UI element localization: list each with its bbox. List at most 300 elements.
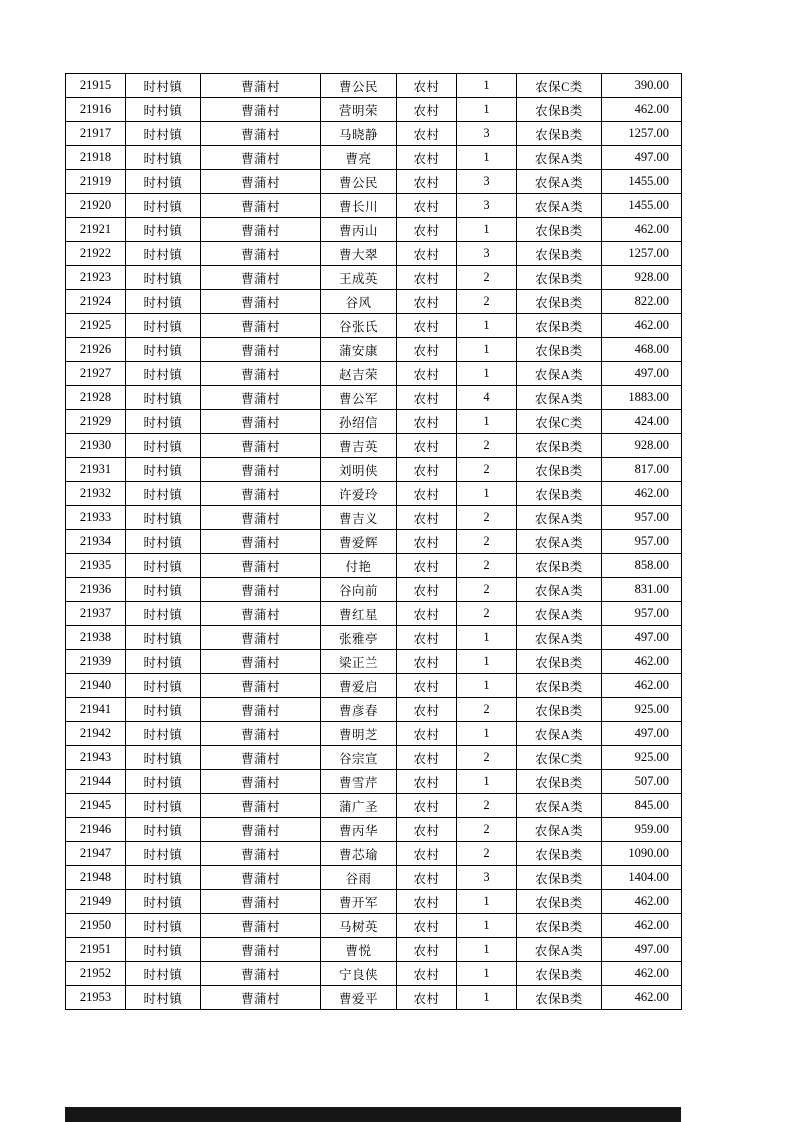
table-row [66,866,682,890]
table-cell-amount: 845.00 [602,794,682,818]
table-cell-type: 农村 [397,890,457,914]
table-cell-name: 曹长川 [321,194,397,218]
table-cell-category: 农保A类 [517,818,602,842]
table-cell-amount: 424.00 [602,410,682,434]
table-cell-amount: 497.00 [602,722,682,746]
table-cell-town: 时村镇 [126,794,201,818]
table-row [66,818,682,842]
table-cell-name: 曹丙山 [321,218,397,242]
table-cell-village: 曹蒲村 [201,290,321,314]
table-cell-category: 农保B类 [517,674,602,698]
table-row [66,458,682,482]
table-cell-village: 曹蒲村 [201,818,321,842]
table-cell-id: 21934 [66,530,126,554]
table-cell-amount: 817.00 [602,458,682,482]
table-cell-name: 曹爱平 [321,986,397,1010]
table-cell-village: 曹蒲村 [201,170,321,194]
table-cell-id: 21926 [66,338,126,362]
table-cell-amount: 462.00 [602,650,682,674]
table-cell-name: 付艳 [321,554,397,578]
table-cell-village: 曹蒲村 [201,962,321,986]
table-cell-id: 21946 [66,818,126,842]
table-row [66,650,682,674]
table-row [66,194,682,218]
table-cell-type: 农村 [397,674,457,698]
table-cell-name: 许爱玲 [321,482,397,506]
table-cell-category: 农保A类 [517,626,602,650]
table-cell-name: 曹公军 [321,386,397,410]
table-cell-category: 农保A类 [517,722,602,746]
table-cell-category: 农保B类 [517,290,602,314]
table-cell-town: 时村镇 [126,626,201,650]
table-row [66,794,682,818]
table-cell-name: 营明荣 [321,98,397,122]
table-cell-village: 曹蒲村 [201,458,321,482]
table-cell-category: 农保A类 [517,194,602,218]
table-cell-amount: 925.00 [602,746,682,770]
table-cell-town: 时村镇 [126,818,201,842]
table-cell-town: 时村镇 [126,866,201,890]
table-cell-type: 农村 [397,578,457,602]
table-cell-village: 曹蒲村 [201,218,321,242]
table-cell-type: 农村 [397,98,457,122]
table-cell-village: 曹蒲村 [201,506,321,530]
table-cell-id: 21937 [66,602,126,626]
table-cell-name: 张雅亭 [321,626,397,650]
table-cell-town: 时村镇 [126,290,201,314]
table-cell-id: 21950 [66,914,126,938]
table-cell-village: 曹蒲村 [201,554,321,578]
table-cell-name: 曹公民 [321,170,397,194]
table-cell-village: 曹蒲村 [201,866,321,890]
table-cell-town: 时村镇 [126,74,201,98]
table-cell-category: 农保B类 [517,554,602,578]
table-cell-town: 时村镇 [126,554,201,578]
table-cell-amount: 462.00 [602,962,682,986]
table-cell-category: 农保A类 [517,170,602,194]
table-cell-village: 曹蒲村 [201,434,321,458]
table-cell-category: 农保B类 [517,482,602,506]
table-cell-amount: 822.00 [602,290,682,314]
table-cell-count: 4 [457,386,517,410]
table-cell-amount: 497.00 [602,362,682,386]
table-row [66,290,682,314]
table-cell-count: 2 [457,458,517,482]
table-cell-name: 蒲广圣 [321,794,397,818]
table-cell-village: 曹蒲村 [201,98,321,122]
table-cell-id: 21952 [66,962,126,986]
table-cell-amount: 1257.00 [602,242,682,266]
table-row [66,698,682,722]
table-cell-town: 时村镇 [126,146,201,170]
table-cell-name: 曹亮 [321,146,397,170]
table-cell-category: 农保B类 [517,770,602,794]
table-cell-name: 曹吉义 [321,506,397,530]
table-cell-amount: 1455.00 [602,170,682,194]
table-cell-village: 曹蒲村 [201,146,321,170]
table-cell-type: 农村 [397,650,457,674]
table-cell-town: 时村镇 [126,602,201,626]
table-row [66,218,682,242]
table-row [66,410,682,434]
table-cell-village: 曹蒲村 [201,842,321,866]
table-cell-amount: 928.00 [602,266,682,290]
table-cell-type: 农村 [397,914,457,938]
table-cell-town: 时村镇 [126,458,201,482]
table-row [66,434,682,458]
table-cell-count: 2 [457,530,517,554]
table-cell-amount: 831.00 [602,578,682,602]
table-cell-village: 曹蒲村 [201,938,321,962]
table-cell-count: 3 [457,242,517,266]
table-cell-village: 曹蒲村 [201,794,321,818]
table-cell-town: 时村镇 [126,890,201,914]
table-cell-amount: 462.00 [602,986,682,1010]
table-cell-id: 21915 [66,74,126,98]
table-cell-town: 时村镇 [126,218,201,242]
table-cell-category: 农保C类 [517,746,602,770]
table-cell-count: 1 [457,770,517,794]
table-cell-count: 1 [457,674,517,698]
table-row [66,74,682,98]
table-cell-village: 曹蒲村 [201,74,321,98]
table-cell-category: 农保A类 [517,146,602,170]
table-cell-category: 农保A类 [517,578,602,602]
table-cell-type: 农村 [397,866,457,890]
table-cell-town: 时村镇 [126,170,201,194]
table-cell-name: 曹彦春 [321,698,397,722]
table-cell-count: 2 [457,818,517,842]
table-cell-count: 1 [457,410,517,434]
table-cell-category: 农保B类 [517,650,602,674]
table-cell-type: 农村 [397,626,457,650]
table-row [66,962,682,986]
table-cell-type: 农村 [397,698,457,722]
table-cell-amount: 925.00 [602,698,682,722]
table-cell-category: 农保B类 [517,242,602,266]
table-cell-name: 曹吉英 [321,434,397,458]
table-cell-town: 时村镇 [126,482,201,506]
table-cell-count: 1 [457,722,517,746]
table-cell-category: 农保B类 [517,866,602,890]
table-cell-type: 农村 [397,218,457,242]
table-cell-village: 曹蒲村 [201,578,321,602]
table-cell-name: 马树英 [321,914,397,938]
table-cell-town: 时村镇 [126,122,201,146]
table-cell-type: 农村 [397,794,457,818]
table-cell-count: 2 [457,506,517,530]
table-cell-town: 时村镇 [126,506,201,530]
table-cell-category: 农保B类 [517,914,602,938]
table-cell-category: 农保A类 [517,794,602,818]
table-cell-category: 农保B类 [517,986,602,1010]
table-cell-type: 农村 [397,722,457,746]
table-row [66,914,682,938]
table-cell-type: 农村 [397,938,457,962]
table-cell-category: 农保A类 [517,386,602,410]
table-row [66,746,682,770]
table-cell-village: 曹蒲村 [201,266,321,290]
table-cell-village: 曹蒲村 [201,722,321,746]
table-cell-id: 21951 [66,938,126,962]
table-cell-name: 曹悦 [321,938,397,962]
benefits-table [65,73,682,1010]
table-cell-amount: 1883.00 [602,386,682,410]
table-cell-name: 曹开军 [321,890,397,914]
table-cell-name: 谷向前 [321,578,397,602]
table-cell-name: 曹芯瑜 [321,842,397,866]
table-cell-town: 时村镇 [126,266,201,290]
table-cell-type: 农村 [397,338,457,362]
table-cell-village: 曹蒲村 [201,386,321,410]
table-row [66,626,682,650]
table-cell-amount: 462.00 [602,98,682,122]
table-cell-type: 农村 [397,842,457,866]
table-cell-type: 农村 [397,602,457,626]
table-cell-category: 农保B类 [517,98,602,122]
table-cell-id: 21941 [66,698,126,722]
table-cell-count: 3 [457,194,517,218]
table-cell-count: 2 [457,578,517,602]
table-cell-name: 曹明芝 [321,722,397,746]
table-row [66,266,682,290]
table-cell-village: 曹蒲村 [201,914,321,938]
table-cell-id: 21922 [66,242,126,266]
table-cell-village: 曹蒲村 [201,986,321,1010]
table-cell-id: 21942 [66,722,126,746]
table-cell-amount: 462.00 [602,482,682,506]
table-cell-id: 21919 [66,170,126,194]
table-cell-town: 时村镇 [126,578,201,602]
table-cell-type: 农村 [397,458,457,482]
table-cell-village: 曹蒲村 [201,602,321,626]
table-row [66,890,682,914]
table-cell-count: 1 [457,98,517,122]
table-row [66,842,682,866]
next-page-cutoff-row [65,1107,681,1122]
table-cell-count: 1 [457,482,517,506]
table-cell-category: 农保B类 [517,890,602,914]
table-cell-amount: 1257.00 [602,122,682,146]
table-cell-count: 1 [457,650,517,674]
table-cell-village: 曹蒲村 [201,530,321,554]
table-cell-village: 曹蒲村 [201,362,321,386]
table-cell-amount: 497.00 [602,626,682,650]
table-cell-town: 时村镇 [126,314,201,338]
table-cell-category: 农保B类 [517,338,602,362]
table-cell-id: 21917 [66,122,126,146]
table-cell-type: 农村 [397,194,457,218]
table-cell-name: 曹爱启 [321,674,397,698]
table-cell-category: 农保A类 [517,938,602,962]
table-cell-town: 时村镇 [126,986,201,1010]
table-cell-count: 1 [457,314,517,338]
table-cell-category: 农保A类 [517,530,602,554]
table-cell-count: 1 [457,218,517,242]
table-cell-id: 21927 [66,362,126,386]
table-cell-id: 21931 [66,458,126,482]
table-cell-name: 曹红星 [321,602,397,626]
table-cell-count: 1 [457,962,517,986]
table-cell-town: 时村镇 [126,338,201,362]
table-cell-category: 农保B类 [517,698,602,722]
table-cell-amount: 1404.00 [602,866,682,890]
table-cell-name: 曹爱辉 [321,530,397,554]
table-cell-category: 农保B类 [517,962,602,986]
table-cell-town: 时村镇 [126,914,201,938]
table-cell-category: 农保B类 [517,458,602,482]
table-cell-amount: 497.00 [602,146,682,170]
table-cell-name: 孙绍信 [321,410,397,434]
table-cell-id: 21940 [66,674,126,698]
table-cell-count: 2 [457,266,517,290]
table-cell-id: 21936 [66,578,126,602]
table-row [66,986,682,1010]
table-cell-id: 21923 [66,266,126,290]
table-cell-type: 农村 [397,266,457,290]
table-cell-id: 21921 [66,218,126,242]
table-cell-town: 时村镇 [126,410,201,434]
table-cell-count: 2 [457,554,517,578]
table-cell-village: 曹蒲村 [201,674,321,698]
table-cell-count: 2 [457,842,517,866]
table-row [66,98,682,122]
table-cell-count: 2 [457,794,517,818]
table-cell-amount: 462.00 [602,218,682,242]
table-cell-type: 农村 [397,482,457,506]
table-cell-town: 时村镇 [126,938,201,962]
table-cell-count: 1 [457,146,517,170]
table-cell-village: 曹蒲村 [201,194,321,218]
table-cell-id: 21916 [66,98,126,122]
table-cell-id: 21930 [66,434,126,458]
table-cell-village: 曹蒲村 [201,482,321,506]
table-cell-count: 1 [457,626,517,650]
table-cell-id: 21944 [66,770,126,794]
table-cell-category: 农保B类 [517,842,602,866]
table-cell-type: 农村 [397,986,457,1010]
table-cell-village: 曹蒲村 [201,890,321,914]
table-cell-name: 马晓静 [321,122,397,146]
table-cell-amount: 462.00 [602,314,682,338]
table-cell-count: 2 [457,746,517,770]
table-cell-count: 1 [457,938,517,962]
table-cell-type: 农村 [397,746,457,770]
table-cell-town: 时村镇 [126,722,201,746]
table-cell-id: 21932 [66,482,126,506]
table-cell-type: 农村 [397,410,457,434]
table-cell-category: 农保B类 [517,266,602,290]
table-cell-type: 农村 [397,74,457,98]
table-row [66,722,682,746]
table-cell-id: 21947 [66,842,126,866]
table-cell-village: 曹蒲村 [201,746,321,770]
table-cell-type: 农村 [397,290,457,314]
table-cell-name: 赵吉荣 [321,362,397,386]
table-row [66,554,682,578]
table-cell-id: 21924 [66,290,126,314]
table-body [66,74,682,1010]
table-cell-town: 时村镇 [126,650,201,674]
table-cell-name: 刘明侠 [321,458,397,482]
table-cell-name: 谷张氏 [321,314,397,338]
table-cell-village: 曹蒲村 [201,314,321,338]
table-cell-count: 1 [457,890,517,914]
table-cell-category: 农保B类 [517,314,602,338]
table-cell-amount: 959.00 [602,818,682,842]
table-cell-name: 谷雨 [321,866,397,890]
table-cell-name: 王成英 [321,266,397,290]
table-row [66,362,682,386]
table-cell-type: 农村 [397,506,457,530]
table-cell-name: 谷宗宣 [321,746,397,770]
table-cell-name: 曹雪芹 [321,770,397,794]
table-cell-id: 21948 [66,866,126,890]
table-cell-category: 农保C类 [517,410,602,434]
table-cell-town: 时村镇 [126,434,201,458]
table-cell-count: 1 [457,74,517,98]
table-cell-count: 2 [457,602,517,626]
table-cell-village: 曹蒲村 [201,410,321,434]
table-cell-amount: 957.00 [602,602,682,626]
table-cell-category: 农保A类 [517,506,602,530]
table-cell-village: 曹蒲村 [201,338,321,362]
table-cell-type: 农村 [397,314,457,338]
table-cell-town: 时村镇 [126,674,201,698]
table-row [66,938,682,962]
table-cell-type: 农村 [397,242,457,266]
table-row [66,122,682,146]
table-cell-id: 21945 [66,794,126,818]
table-cell-amount: 462.00 [602,914,682,938]
table-cell-name: 曹丙华 [321,818,397,842]
table-row [66,482,682,506]
table-cell-town: 时村镇 [126,242,201,266]
table-cell-village: 曹蒲村 [201,650,321,674]
table-cell-id: 21918 [66,146,126,170]
table-cell-id: 21928 [66,386,126,410]
table-cell-count: 2 [457,698,517,722]
table-cell-town: 时村镇 [126,386,201,410]
table-cell-id: 21949 [66,890,126,914]
table-cell-village: 曹蒲村 [201,242,321,266]
table-cell-type: 农村 [397,122,457,146]
table-cell-category: 农保B类 [517,122,602,146]
table-cell-type: 农村 [397,554,457,578]
table-cell-id: 21938 [66,626,126,650]
table-cell-town: 时村镇 [126,194,201,218]
table-cell-village: 曹蒲村 [201,698,321,722]
table-cell-town: 时村镇 [126,842,201,866]
table-cell-category: 农保A类 [517,362,602,386]
table-row [66,770,682,794]
table-cell-town: 时村镇 [126,698,201,722]
table-cell-name: 蒲安康 [321,338,397,362]
table-cell-amount: 497.00 [602,938,682,962]
table-cell-type: 农村 [397,146,457,170]
table-row [66,386,682,410]
table-cell-town: 时村镇 [126,962,201,986]
table-cell-type: 农村 [397,434,457,458]
table-cell-category: 农保B类 [517,218,602,242]
table-row [66,506,682,530]
table-cell-town: 时村镇 [126,530,201,554]
table-cell-type: 农村 [397,170,457,194]
table-cell-count: 2 [457,434,517,458]
table-row [66,242,682,266]
table-cell-village: 曹蒲村 [201,626,321,650]
table-cell-type: 农村 [397,770,457,794]
